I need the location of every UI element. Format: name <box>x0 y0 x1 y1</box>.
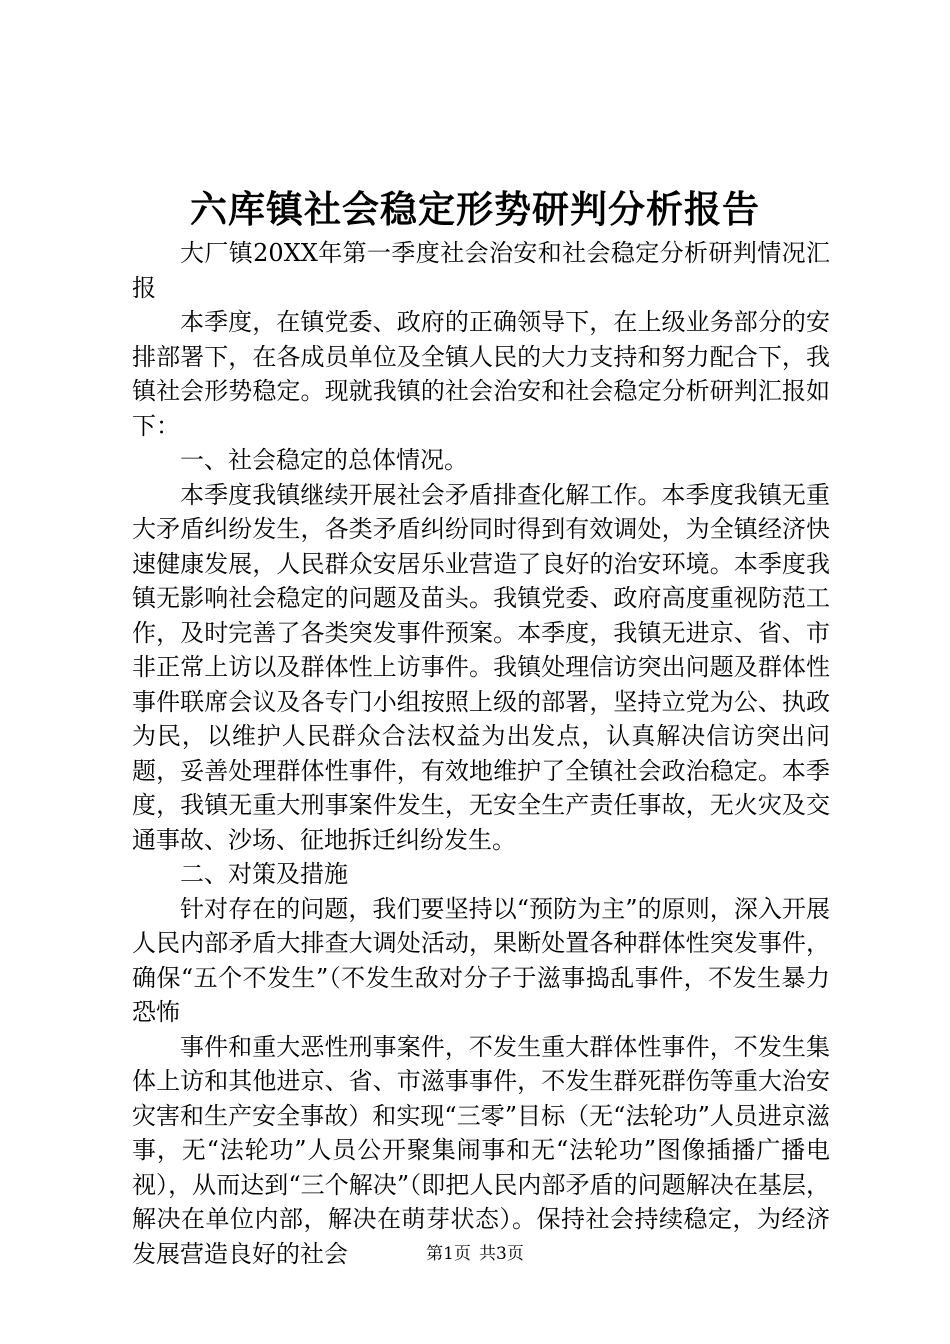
paragraph-overview: 本季度我镇继续开展社会矛盾排查化解工作。本季度我镇无重大矛盾纠纷发生，各类矛盾纠纷同时得到有效调处，为全镇经济快速健康发展，人民群众安居乐业营造了良好的治安环境。本季度我镇无影响社会稳定的问题及苗头。我镇党委、政府高度重视防范工作，及时完善了各类突发事件预案。本季度，我镇无进京、省、市非正常上访以及群体性上访事件。我镇处理信访突出问题及群体性事件联席会议及各专门小组按照上级的部署，坚持立党为公、执政为民，以维护人民群众合法权益为出发点，认真解决信访突出问题，妥善处理群体性事件，有效地维护了全镇社会政治稳定。本季度，我镇无重大刑事案件发生，无安全生产责任事故，无火灾及交通事故、沙场、征地拆迁纠纷发生。 <box>132 480 830 854</box>
document-title: 六库镇社会稳定形势研判分析报告 <box>190 187 760 231</box>
page-footer <box>0 1242 950 1266</box>
section-heading-2: 二、对策及措施 <box>180 860 348 888</box>
section-heading-1: 一、社会稳定的总体情况。 <box>180 446 468 474</box>
document-body <box>132 236 830 1271</box>
paragraph-intro: 本季度，在镇党委、政府的正确领导下，在上级业务部分的安排部署下，在各成员单位及全镇人民的大力支持和努力配合下，我镇社会形势稳定。现就我镇的社会治安和社会稳定分析研判汇报如下： <box>132 308 830 440</box>
page-number: 第1页 <box>426 1244 471 1264</box>
page-total: 共3页 <box>479 1244 524 1264</box>
paragraph-subtitle: 大厂镇20XX年第一季度社会治安和社会稳定分析研判情况汇报 <box>132 239 830 302</box>
paragraph-measures: 针对存在的问题，我们要坚持以“预防为主”的原则，深入开展人民内部矛盾大排查大调处活动，果断处置各种群体性突发事件，确保“五个不发生”（不发生敌对分子于滋事捣乱事件，不发生暴力恐怖 <box>132 894 830 1026</box>
paragraph-measures-continued: 事件和重大恶性刑事案件，不发生重大群体性事件，不发生集体上访和其他进京、省、市滋事事件，不发生群死群伤等重大治安灾害和生产安全事故）和实现“三零”目标（无“法轮功”人员进京滋事，无“法轮功”人员公开聚集闹事和无“法轮功”图像插播广播电视），从而达到“三个解决”（即把人民内部矛盾的问题解决在基层，解决在单位内部，解决在萌芽状态）。保持社会持续稳定，为经济发展营造良好的社会 <box>132 1032 830 1268</box>
